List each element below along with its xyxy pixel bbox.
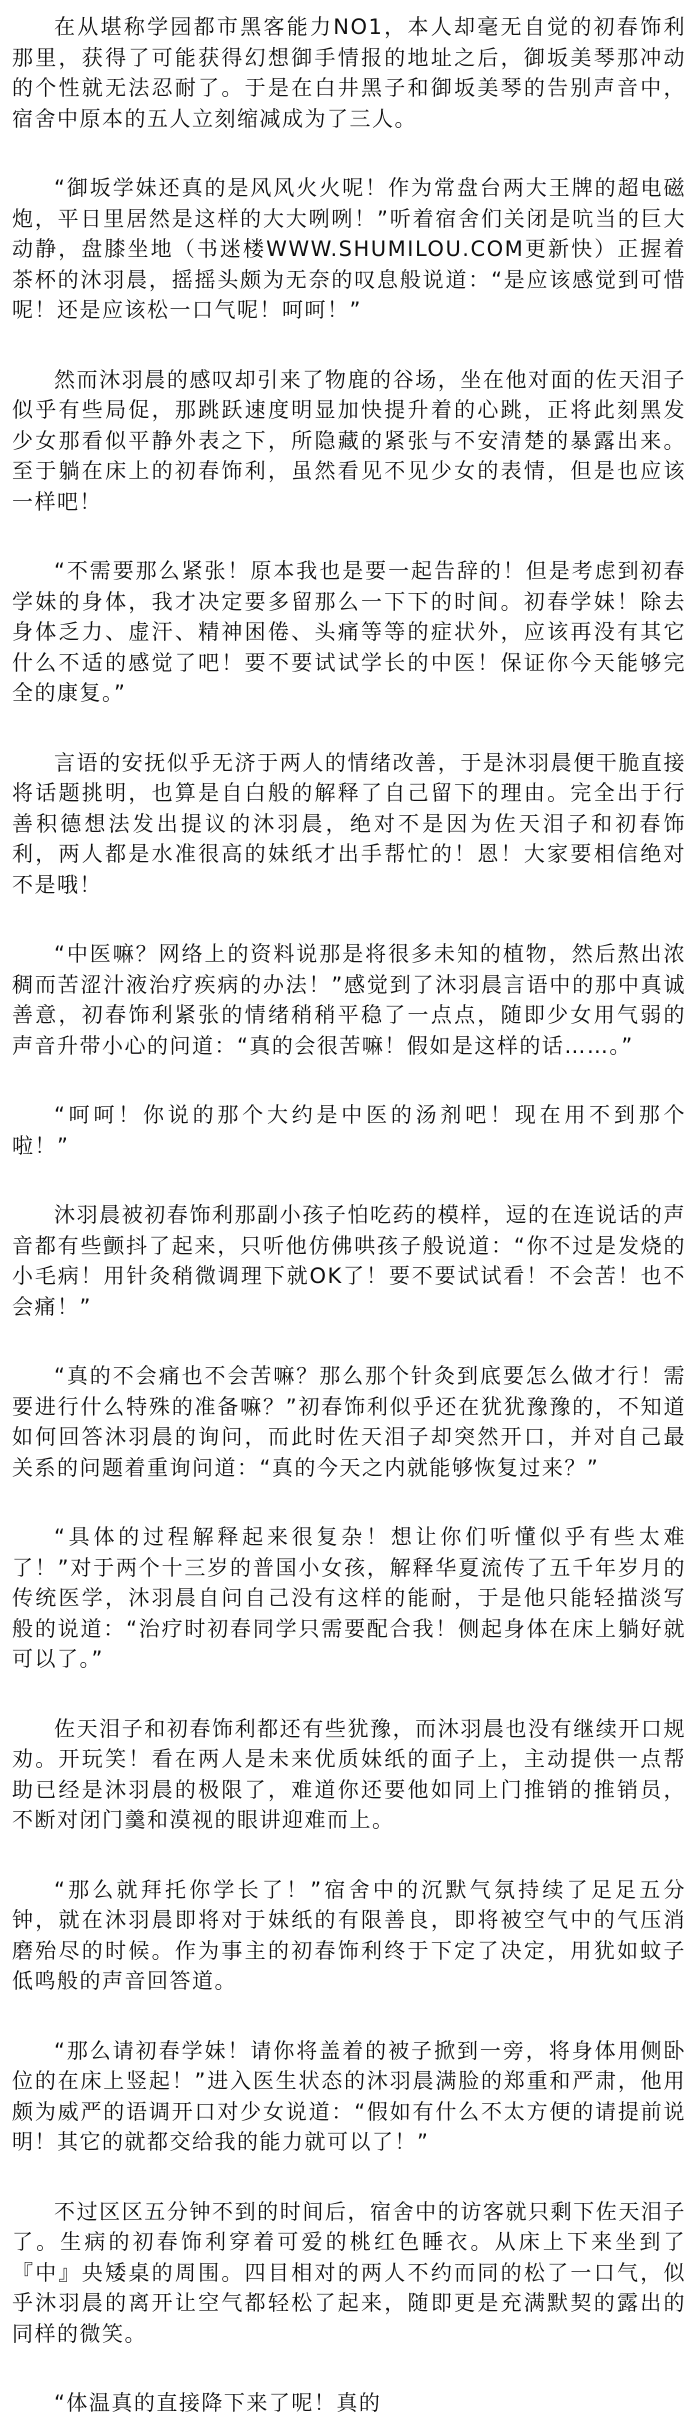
- paragraph-1: 在从堪称学园都市黑客能力NO1，本人却毫无自觉的初春饰利那里，获得了可能获得幻想御手情报的地址之后，御坂美琴那冲动的个性就无法忍耐了。于是在白井黑子和御坂美琴的告别声音中，宿舍中原本的五人立刻缩减成为了三人。: [12, 15, 686, 131]
- paragraph-12: “那么就拜托你学长了！”宿舍中的沉默气氛持续了足足五分钟，就在沐羽晨即将对于妹纸的有限善良，即将被空气中的气压消磨殆尽的时候。作为事主的初春饰利终于下定了决定，用犹如蚊子低鸣般的声音回答道。: [12, 1877, 686, 1993]
- paragraph-7: “呵呵！你说的那个大约是中医的汤剂吧！现在用不到那个啦！”: [12, 1103, 686, 1158]
- paragraph-4: “不需要那么紧张！原本我也是要一起告辞的！但是考虑到初春学妹的身体，我才决定要多留那么一下下的时间。初春学妹！除去身体乏力、虚汗、精神困倦、头痛等等的症状外，应该再没有其它什么不适的感觉了吧！要不要试试学长的中医！保证你今天能够完全的康复。”: [12, 559, 686, 705]
- paragraph-15: “体温真的直接降下来了呢！真的: [54, 2391, 382, 2415]
- paragraph-3: 然而沐羽晨的感叹却引来了物鹿的谷场，坐在他对面的佐天泪子似乎有些局促，那跳跃速度明显加快提升着的心跳，正将此刻黑发少女那看似平静外表之下，所隐藏的紧张与不安清楚的暴露出来。至于躺在床上的初春饰利，虽然看见不见少女的表情，但是也应该一样吧！: [12, 367, 686, 514]
- paragraph-6: “中医嘛？网络上的资料说那是将很多未知的植物，然后熬出浓稠而苦涩汁液治疗疾病的办法！”感觉到了沐羽晨言语中的那中真诚善意，初春饰利紧张的情绪稍稍平稳了一点点，随即少女用气弱的声音升带小心的问道：“真的会很苦嘛！假如是这样的话……。”: [12, 942, 686, 1058]
- paragraph-11: 佐天泪子和初春饰利都还有些犹豫，而沐羽晨也没有继续开口规劝。开玩笑！看在两人是未来优质妹纸的面子上，主动提供一点帮助已经是沐羽晨的极限了，难道你还要他如同上门推销的推销员，不断对闭门羹和漠视的眼讲迎难而上。: [12, 1716, 686, 1832]
- paragraph-8: 沐羽晨被初春饰利那副小孩子怕吃药的模样，逗的在连说话的声音都有些颤抖了起来，只听他仿佛哄孩子般说道：“你不过是发烧的小毛病！用针灸稍微调理下就OK了！要不要试试看！不会苦！也不会痛！”: [12, 1203, 686, 1319]
- paragraph-2: “御坂学妹还真的是风风火火呢！作为常盘台两大王牌的超电磁炮，平日里居然是这样的大大咧咧！”听着宿舍们关闭是吭当的巨大动静，盘膝坐地（书迷楼WWW.SHUMILOU.COM更新快）正握着茶杯的沐羽晨，摇摇头颇为无奈的叹息般说道：“是应该感觉到可惜呢！还是应该松一口气呢！呵呵！”: [12, 176, 686, 322]
- paragraph-9: “真的不会痛也不会苦嘛？那么那个针灸到底要怎么做才行！需要进行什么特殊的准备嘛？”初春饰利似乎还在犹犹豫豫的，不知道如何回答沐羽晨的询问，而此时佐天泪子却突然开口，并对自己最关系的问题着重询问道：“真的今天之内就能够恢复过来？”: [12, 1364, 686, 1480]
- paragraph-10: “具体的过程解释起来很复杂！想让你们听懂似乎有些太难了！”对于两个十三岁的普国小女孩，解释华夏流传了五千年岁月的传统医学，沐羽晨自问自己没有这样的能耐，于是他只能轻描淡写般的说道：“治疗时初春同学只需要配合我！侧起身体在床上躺好就可以了。”: [12, 1525, 686, 1671]
- paragraph-5: 言语的安抚似乎无济于两人的情绪改善，于是沐羽晨便干脆直接将话题挑明，也算是自白般的解释了自己留下的理由。完全出于行善积德想法发出提议的沐羽晨，绝对不是因为佐天泪子和初春饰利，两人都是水准很高的妹纸才出手帮忙的！恩！大家要相信绝对不是哦！: [12, 750, 686, 897]
- paragraph-13: “那么请初春学妹！请你将盖着的被子掀到一旁，将身体用侧卧位的在床上竖起！”进入医生状态的沐羽晨满脸的郑重和严肃，他用颇为威严的语调开口对少女说道：“假如有什么不太方便的请提前说明！其它的就都交给我的能力就可以了！”: [12, 2038, 686, 2154]
- paragraph-14: 不过区区五分钟不到的时间后，宿舍中的访客就只剩下佐天泪子了。生病的初春饰利穿着可爱的桃红色睡衣。从床上下来坐到了『中』央矮桌的周围。四目相对的两人不约而同的松了一口气，似乎沐羽晨的离开让空气都轻松了起来，随即更是充满默契的露出的同样的微笑。: [12, 2199, 686, 2346]
